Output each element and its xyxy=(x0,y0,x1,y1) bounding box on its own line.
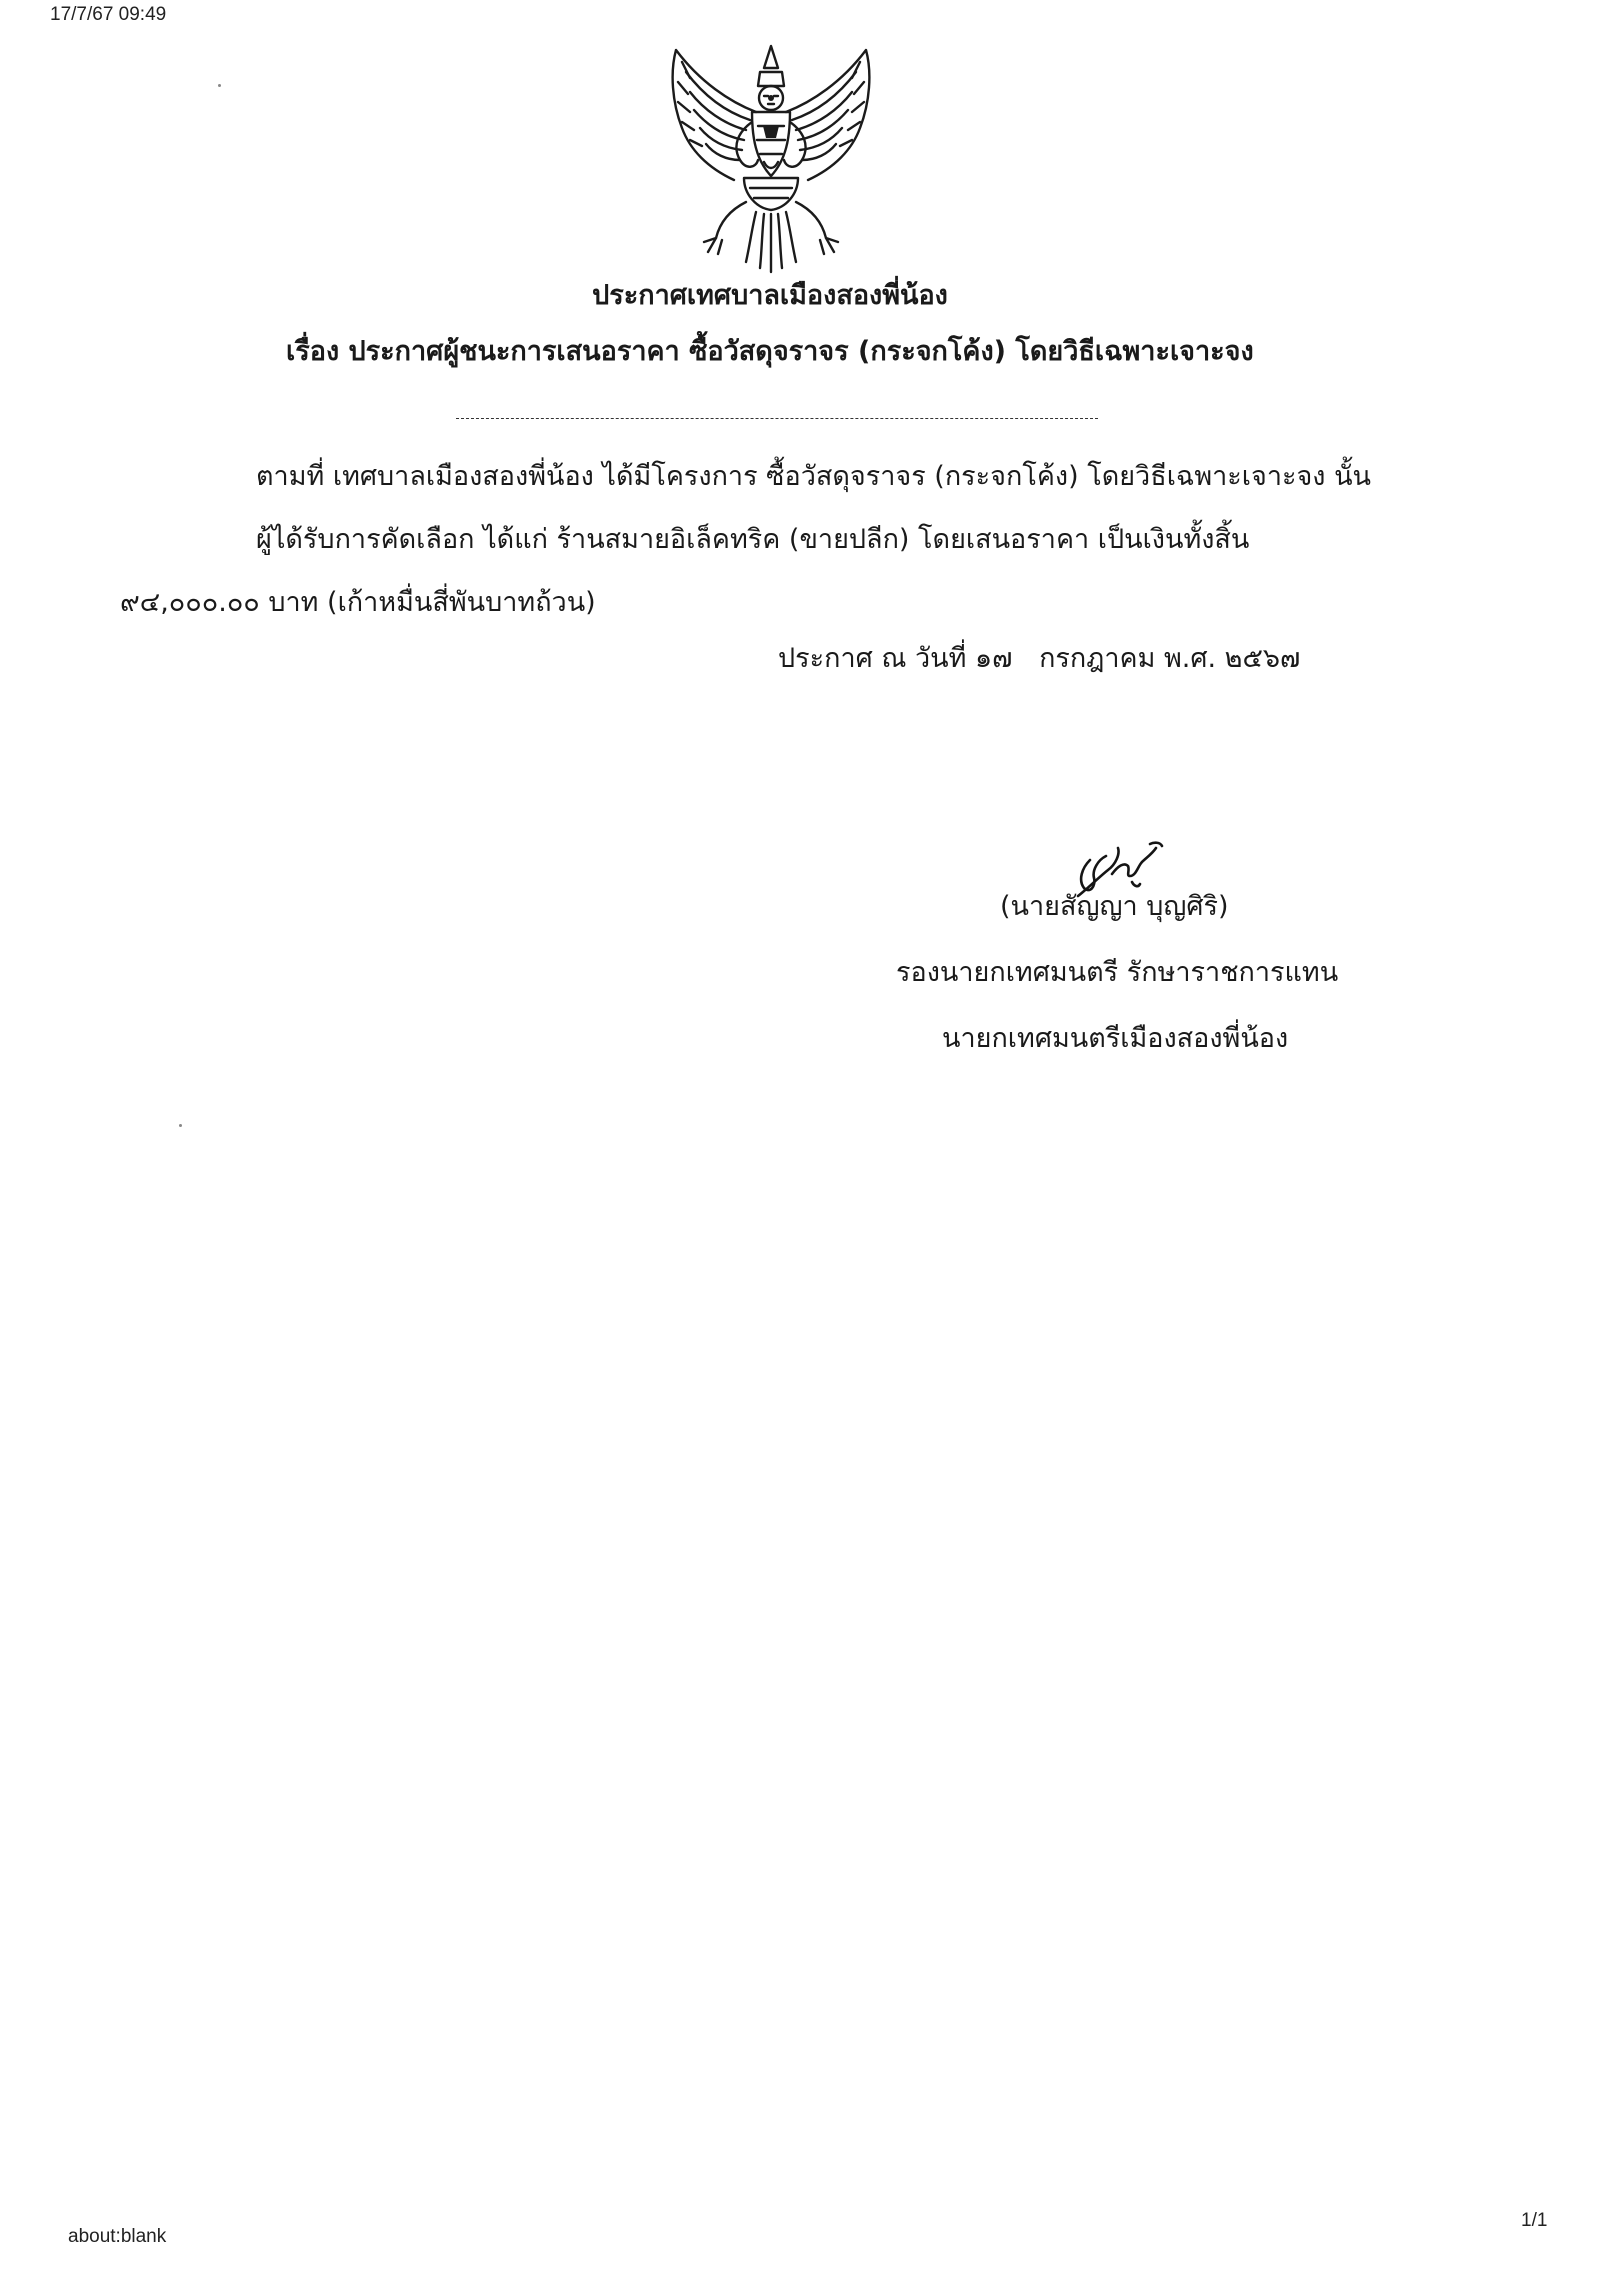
scan-speck xyxy=(218,84,221,87)
print-timestamp: 17/7/67 09:49 xyxy=(50,4,167,25)
body-text-line-3: ๙๔,๐๐๐.๐๐ บาท (เก้าหมื่นสี่พันบาทถ้วน) xyxy=(120,587,596,618)
date-prefix: ประกาศ ณ วันที่ xyxy=(778,643,967,674)
body-text-line-1: ตามที่ เทศบาลเมืองสองพี่น้อง ได้มีโครงการ ซื้อวัสดุจราจร (กระจกโค้ง) โดยวิธีเฉพาะเจาะจง นั้น xyxy=(256,461,1371,492)
announcement-date xyxy=(778,641,1300,677)
signer-position-line-1: รองนายกเทศมนตรี รักษาราชการแทน xyxy=(896,957,1339,988)
date-month-year: กรกฎาคม พ.ศ. ๒๕๖๗ xyxy=(1039,643,1301,674)
announcement-title: ประกาศเทศบาลเมืองสองพี่น้อง xyxy=(592,280,948,311)
announcement-subject: เรื่อง ประกาศผู้ชนะการเสนอราคา ซื้อวัสดุจราจร (กระจกโค้ง) โดยวิธีเฉพาะเจาะจง xyxy=(286,336,1254,367)
signer-position-line-2: นายกเทศมนตรีเมืองสองพี่น้อง xyxy=(942,1023,1289,1054)
date-day: ๑๗ xyxy=(975,643,1013,674)
scan-speck xyxy=(179,1124,182,1127)
print-page-count: 1/1 xyxy=(1521,2210,1548,2231)
body-text-line-2: ผู้ได้รับการคัดเลือก ได้แก่ ร้านสมายอิเล็คทริค (ขายปลีก) โดยเสนอราคา เป็นเงินทั้งสิ้น xyxy=(256,524,1250,555)
signer-name: (นายสัญญา บุญศิริ) xyxy=(1000,891,1229,922)
print-url: about:blank xyxy=(68,2226,167,2247)
title-divider xyxy=(456,418,1098,419)
garuda-emblem-icon xyxy=(660,42,882,274)
